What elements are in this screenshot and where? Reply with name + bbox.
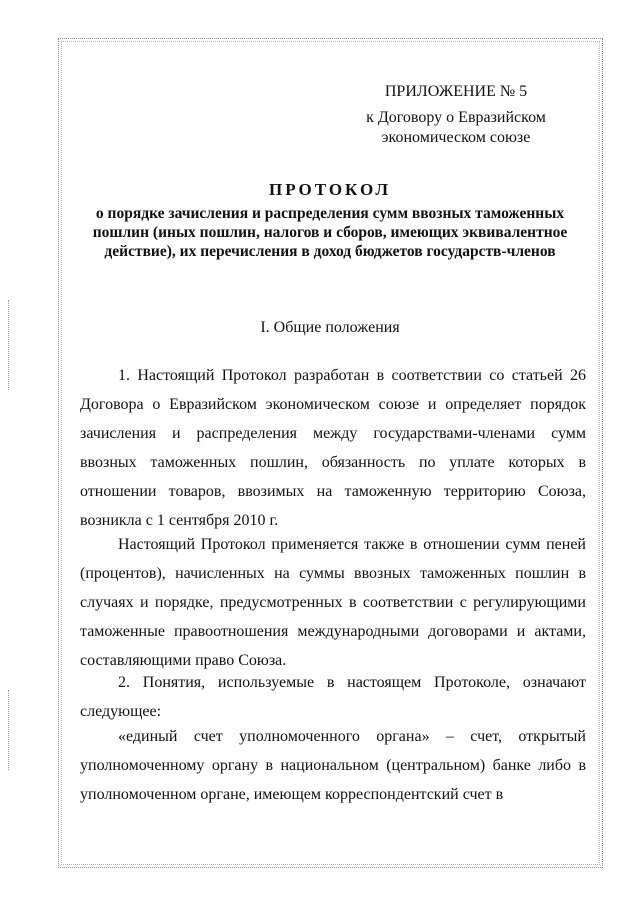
protocol-subtitle: о порядке зачисления и распределения сумм ввозных таможенных пошлин (иных пошлин, налогов и сборов, имеющих эквивалентное действие), их перечисления в доход бюджетов государств-членов <box>92 205 568 260</box>
left-margin-mark <box>8 690 10 770</box>
protocol-title: ПРОТОКОЛ <box>268 180 391 199</box>
paragraph-1: 1. Настоящий Протокол разработан в соответствии со статьей 26 Договора о Евразийском экономическом союзе и определяет порядок зачисления и распределения между государствами-членами сумм ввозных таможенных пошлин, обязанность по уплате которых в отношении товаров, ввозимых на таможенную территорию Союза, возникла с 1 сентября 2010 г. <box>80 367 586 529</box>
appendix-title: ПРИЛОЖЕНИЕ № 5 <box>384 83 528 100</box>
appendix-subtitle: к Договору о Евразийском экономическом союзе <box>366 109 546 146</box>
left-margin-mark <box>8 300 10 390</box>
paragraph-2: Настоящий Протокол применяется также в отношении сумм пеней (процентов), начисленных на суммы ввозных таможенных пошлин в случаях и порядке, предусмотренных в соответствии с регулирующими таможенные правоотношения международными договорами и актами, составляющими право Союза. <box>80 536 586 669</box>
paragraph-4: «единый счет уполномоченного органа» – счет, открытый уполномоченному органу в национальном (центральном) банке либо в уполномоченном органе, имеющем корреспондентский счет в <box>80 728 586 803</box>
paragraph-3: 2. Понятия, используемые в настоящем Протоколе, означают следующее: <box>80 674 586 720</box>
section-title: I. Общие положения <box>260 319 400 336</box>
